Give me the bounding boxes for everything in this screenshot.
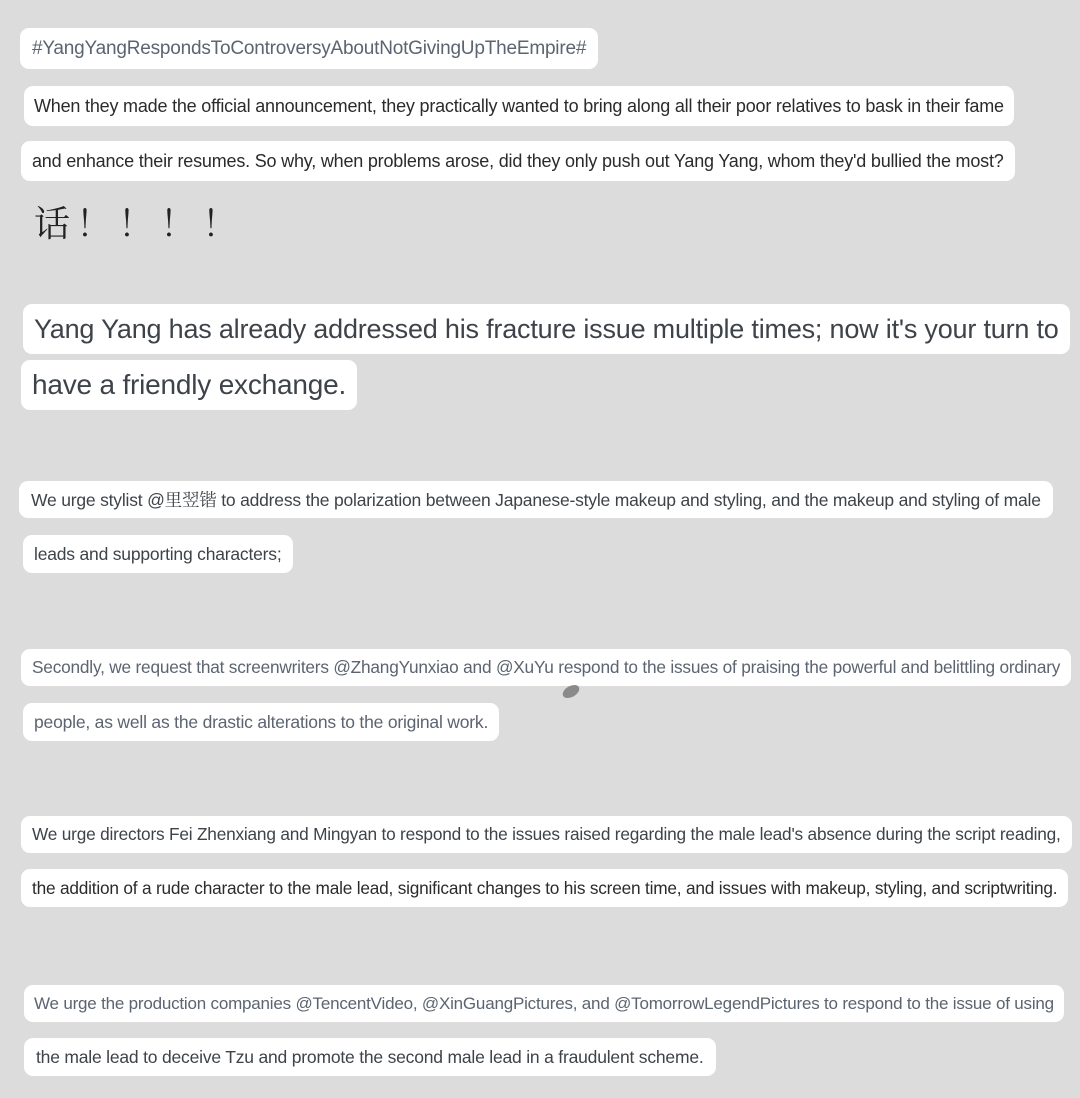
paragraph-2-line-2: have a friendly exchange. [21, 360, 357, 410]
hashtag-title: #YangYangRespondsToControversyAboutNotGivingUpTheEmpire# [20, 28, 598, 69]
paragraph-4-line-2: people, as well as the drastic alterations to the original work. [23, 703, 499, 741]
chinese-exclamation: 话！！！！ [34, 204, 245, 245]
paragraph-4-line-1: Secondly, we request that screenwriters @ZhangYunxiao and @XuYu respond to the issues of praising the powerful and belittling ordinary [21, 649, 1071, 686]
paragraph-3-line-2: leads and supporting characters; [23, 535, 293, 573]
paragraph-1-line-2: and enhance their resumes. So why, when problems arose, did they only push out Yang Yang, whom they'd bullied the most? [21, 141, 1015, 181]
paragraph-5-line-1: We urge directors Fei Zhenxiang and Mingyan to respond to the issues raised regarding the male lead's absence during the script reading, [21, 816, 1072, 853]
paragraph-6-line-1: We urge the production companies @TencentVideo, @XinGuangPictures, and @TomorrowLegendPictures to respond to the issue of using [24, 985, 1064, 1022]
paragraph-3-line-1: We urge stylist @里翌锴 to address the polarization between Japanese-style makeup and styling, and the makeup and styling of male [19, 481, 1053, 518]
paragraph-1-line-1: When they made the official announcement, they practically wanted to bring along all their poor relatives to bask in their fame [24, 86, 1014, 126]
paragraph-6-line-2: the male lead to deceive Tzu and promote the second male lead in a fraudulent scheme. [24, 1038, 716, 1076]
paragraph-5-line-2: the addition of a rude character to the male lead, significant changes to his screen time, and issues with makeup, styling, and scriptwriting. [21, 869, 1068, 907]
paragraph-2-line-1: Yang Yang has already addressed his fracture issue multiple times; now it's your turn to [23, 304, 1070, 354]
